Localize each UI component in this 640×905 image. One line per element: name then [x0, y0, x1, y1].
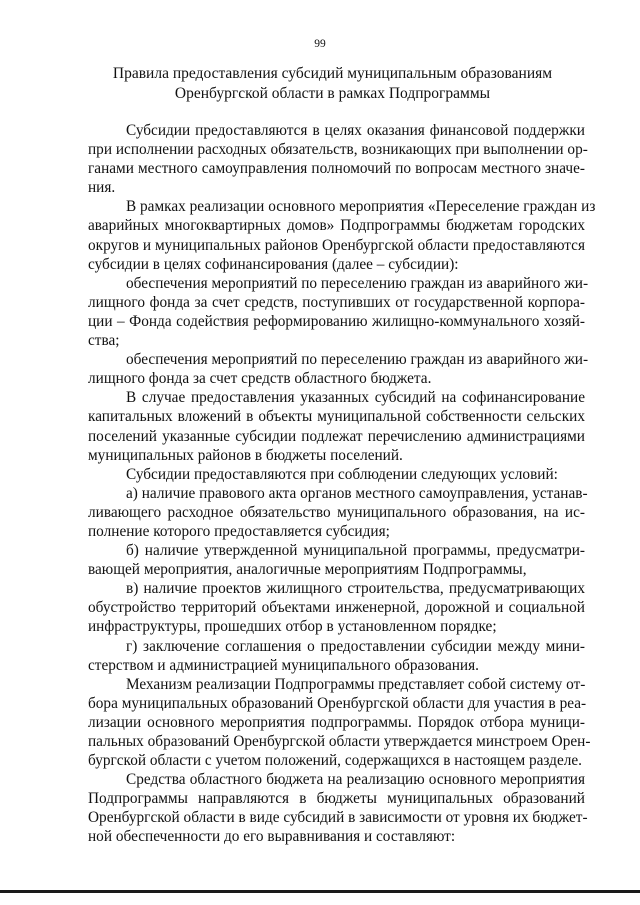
section-title: [95, 64, 570, 104]
text-line: лизации основного мероприятия подпрограммы. Порядок отбора муници-: [88, 713, 585, 731]
text-line: а) наличие правового акта органов местного самоуправления, устанав-: [126, 484, 588, 502]
text-line: Субсидии предоставляются в целях оказания финансовой поддержки: [126, 122, 585, 139]
text-line: бургской области с учетом положений, содержащихся в настоящем разделе.: [88, 752, 583, 770]
text-line: Средства областного бюджета на реализацию основного мероприятия: [126, 771, 585, 789]
text-line: Субсидии предоставляются при соблюдении следующих условий:: [126, 465, 558, 483]
text-line: в) наличие проектов жилищного строительства, предусматривающих: [126, 580, 585, 598]
text-line: ной обеспеченности до его выравнивания и составляют:: [88, 828, 456, 846]
paragraph: [88, 121, 588, 197]
paragraph: [88, 579, 585, 636]
page-number: 99: [314, 38, 326, 50]
text-line: В рамках реализации основного мероприятия «Переселение граждан из: [126, 198, 596, 216]
text-line: ганами местного самоуправления полномочий по вопросам местного значе-: [88, 160, 585, 178]
paragraph: [88, 388, 585, 464]
text-line: ния.: [88, 179, 116, 197]
text-line: округов и муниципальных районов Оренбургской области предоставляются: [88, 236, 585, 254]
text-line: обеспечения мероприятий по переселению граждан из аварийного жи-: [126, 351, 589, 369]
text-line: капитальных вложений в объекты муниципальной собственности сельских: [88, 408, 585, 426]
text-line: муниципальных районов в бюджеты поселений.: [88, 446, 403, 464]
text-line: пальных образований Оренбургской области утверждается минстроем Орен-: [88, 733, 591, 750]
text-line: субсидии в целях софинансирования (далее – субсидии):: [88, 255, 459, 273]
text-line: аварийных многоквартирных домов» Подпрограммы бюджетам городских: [88, 217, 585, 235]
text-line: при исполнении расходных обязательств, возникающих при выполнении ор-: [88, 141, 588, 159]
text-line: ства;: [88, 332, 120, 350]
paragraph: [88, 675, 591, 770]
body-text: [88, 121, 596, 847]
text-line: ции – Фонда содействия реформированию жилищно-коммунального хозяй-: [88, 312, 585, 330]
paragraph: [88, 770, 588, 846]
text-line: лищного фонда за счет средств, поступивших от государственной корпора-: [88, 293, 585, 311]
text-line: стерством и администрацией муниципального образования.: [88, 656, 479, 674]
paragraph: [88, 274, 589, 350]
text-line: вающей мероприятия, аналогичные мероприятиям Подпрограммы,: [88, 561, 527, 579]
text-line: бора муниципальных образований Оренбургской области для участия в реа-: [88, 694, 587, 712]
text-line: б) наличие утвержденной муниципальной программы, предусматри-: [126, 542, 585, 560]
paragraph: [88, 637, 585, 675]
text-line: инфраструктуры, прошедших отбор в установленном порядке;: [88, 618, 497, 636]
text-line: Оренбургской области в виде субсидий в зависимости от уровня их бюджет-: [88, 809, 588, 827]
bottom-rule: [0, 890, 640, 893]
text-line: полнение которого предоставляется субсидия;: [88, 522, 390, 540]
title-line-2: Оренбургской области в рамках Подпрограммы: [174, 85, 491, 102]
text-line: ливающего расходное обязательство муниципального образования, на ис-: [88, 503, 585, 521]
text-line: обустройство территорий объектами инженерной, дорожной и социальной: [88, 599, 585, 617]
text-line: обеспечения мероприятий по переселению граждан из аварийного жи-: [126, 274, 589, 292]
paragraph: [88, 541, 585, 579]
paragraph: [88, 465, 585, 484]
paragraph: [88, 484, 588, 541]
paragraph: [88, 350, 589, 388]
title-line-1: Правила предоставления субсидий муниципальным образованиям: [112, 65, 553, 82]
text-line: В случае предоставления указанных субсидий на софинансирование: [126, 389, 585, 407]
text-line: г) заключение соглашения о предоставлении субсидии между мини-: [126, 637, 585, 655]
text-line: поселений указанные субсидии подлежат перечислению администрациями: [88, 427, 585, 445]
text-line: лищного фонда за счет средств областного бюджета.: [88, 370, 432, 388]
text-line: Подпрограммы направляются в бюджеты муниципальных образований: [88, 790, 585, 808]
paragraph: [88, 197, 596, 273]
text-line: Механизм реализации Подпрограммы представляет собой систему от-: [126, 675, 586, 693]
